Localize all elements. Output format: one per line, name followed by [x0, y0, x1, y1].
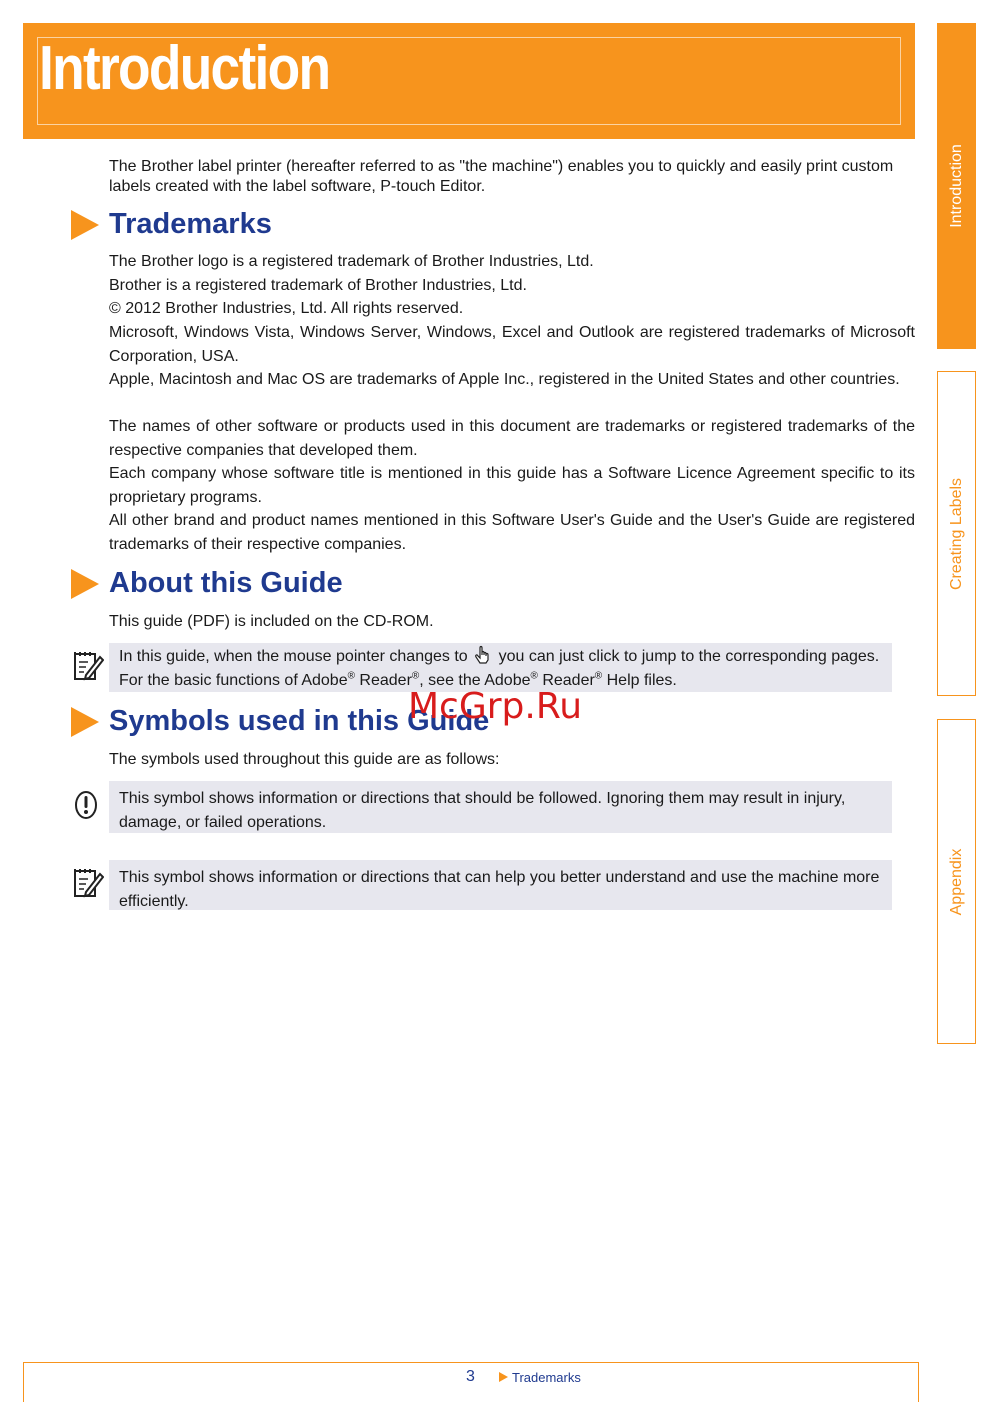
note-text: In this guide, when the mouse pointer changes to [119, 648, 468, 665]
chapter-banner [23, 23, 915, 139]
note-icon [72, 649, 104, 683]
trademark-paragraph: Microsoft, Windows Vista, Windows Server, Windows, Excel and Outlook are registered trademarks of Microsoft Corporation, USA. [109, 324, 915, 365]
registered-mark: ® [347, 670, 355, 682]
side-tab-label: Appendix [947, 848, 965, 915]
trademark-paragraph: © 2012 Brother Industries, Ltd. All rights reserved. [109, 300, 464, 317]
side-tab-label: Creating Labels [947, 477, 965, 590]
side-tab-appendix[interactable] [937, 719, 976, 1044]
note-text: , see the Adobe [419, 671, 531, 689]
note-box-symbols: This symbol shows information or directions that can help you better understand and use the machine more efficiently. [109, 860, 892, 910]
side-tab-label: Introduction [947, 144, 965, 228]
section-arrow-icon [71, 707, 99, 737]
registered-mark: ® [594, 670, 603, 682]
trademark-paragraph: Brother is a registered trademark of Brother Industries, Ltd. [109, 277, 527, 294]
intro-paragraph: The Brother label printer (hereafter referred to as "the machine") enables you to quickly and easily print custom labels created with the label software, P-touch Editor. [109, 158, 894, 195]
section-arrow-icon [71, 210, 99, 240]
trademark-paragraph: Apple, Macintosh and Mac OS are trademarks of Apple Inc., registered in the United States and other countries. [109, 371, 900, 388]
trademark-paragraph: Each company whose software title is mentioned in this guide has a Software Licence Agreement specific to its proprietary programs. [109, 465, 915, 506]
note-text: Reader [359, 671, 412, 689]
trademark-paragraph: The names of other software or products used in this document are trademarks or registered trademarks of the respective companies that developed them. [109, 418, 915, 459]
important-icon [73, 789, 99, 821]
registered-mark: ® [530, 670, 538, 682]
trademark-paragraph: The Brother logo is a registered trademark of Brother Industries, Ltd. [109, 253, 594, 270]
note-text: Reader [542, 671, 595, 689]
important-box: This symbol shows information or directions that should be followed. Ignoring them may result in injury, damage, or failed operations. [109, 781, 892, 833]
note-text: Help files. [606, 671, 677, 689]
section-arrow-icon [71, 569, 99, 599]
section-title-symbols[interactable]: Symbols used in this Guide [109, 705, 490, 737]
footer-trademarks-link[interactable] [499, 1370, 581, 1385]
hand-pointer-icon [472, 644, 494, 666]
note-icon [72, 866, 104, 900]
trademark-paragraph: All other brand and product names mentioned in this Software User's Guide and the User's Guide are registered trademarks of their respective companies. [109, 512, 915, 553]
footer-link-label: Trademarks [512, 1370, 581, 1385]
arrow-right-icon [499, 1372, 508, 1382]
about-text: This guide (PDF) is included on the CD-ROM. [109, 613, 434, 630]
registered-mark: ® [411, 670, 420, 682]
side-tab-creating-labels[interactable] [937, 371, 976, 696]
note-box-about [109, 643, 892, 692]
note-text: you can just click to jump to the corresponding pages. [498, 648, 880, 665]
section-title-about[interactable]: About this Guide [109, 567, 343, 599]
note-line [119, 644, 882, 669]
chapter-title: Introduction [39, 34, 330, 103]
watermark: McGrp.Ru [408, 686, 583, 727]
note-text: For the basic functions of Adobe [119, 671, 348, 689]
page-number: 3 [466, 1368, 475, 1385]
side-tab-introduction[interactable] [937, 23, 976, 349]
section-title-trademarks[interactable]: Trademarks [109, 208, 272, 240]
symbols-intro-text: The symbols used throughout this guide are as follows: [109, 751, 500, 768]
